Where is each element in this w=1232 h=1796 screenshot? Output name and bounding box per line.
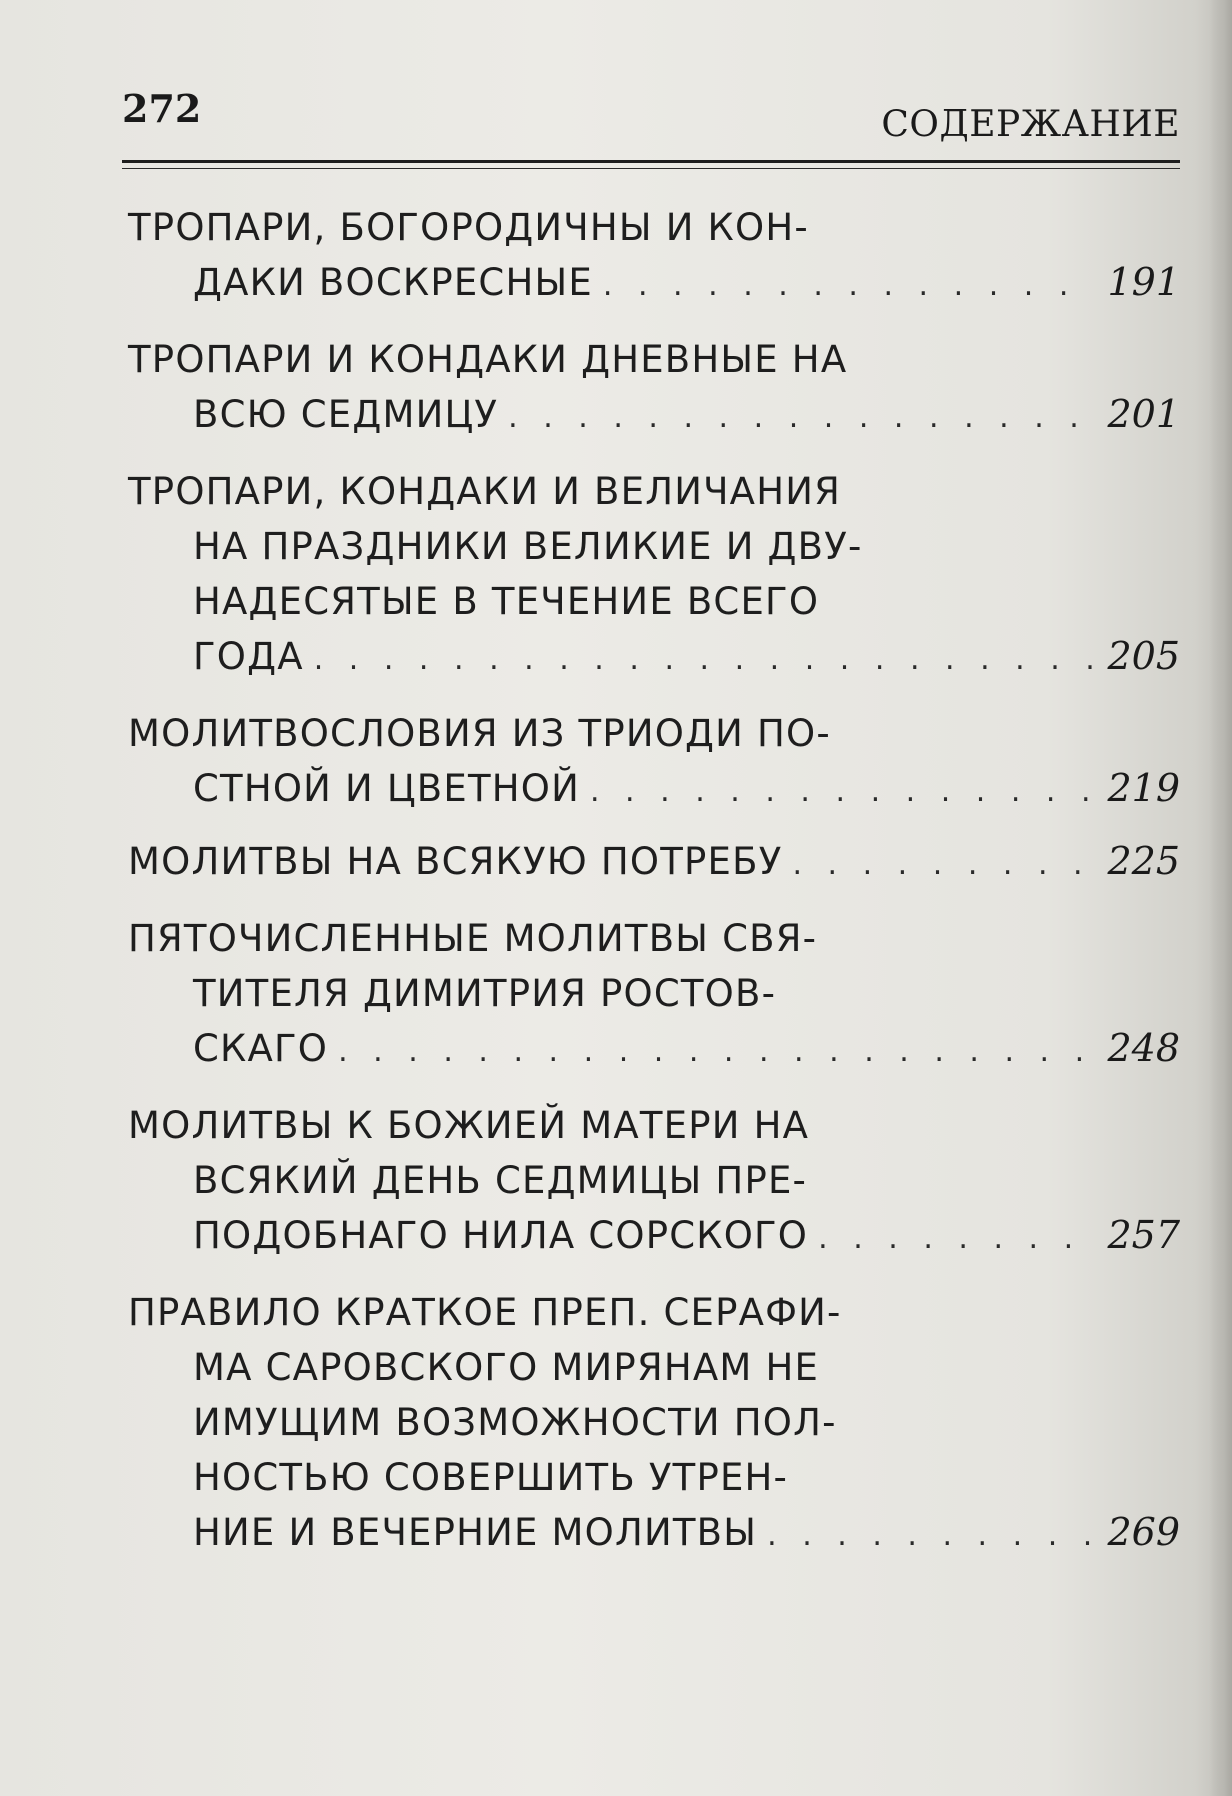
toc-page-number: 205 (1107, 634, 1180, 678)
toc-entry-line: МА САРОВСКОГО МИРЯНАМ НЕ (193, 1346, 820, 1389)
toc-entry-line: ГОДА (193, 635, 304, 678)
toc-entry-last-line (128, 761, 1180, 816)
toc-entry-line: ПОДОБНАГО НИЛА СОРСКОГО (193, 1214, 809, 1257)
toc-entry-line: ТРОПАРИ, БОГОРОДИЧНЫ И КОН- (128, 206, 809, 249)
toc-entry-line: НА ПРАЗДНИКИ ВЕЛИКИЕ И ДВУ- (193, 525, 863, 568)
toc-entry-line: ТИТЕЛЯ ДИМИТРИЯ РОСТОВ- (193, 972, 777, 1015)
toc-entry (128, 464, 1180, 684)
toc-page-number: 269 (1107, 1510, 1180, 1554)
page-number: 272 (122, 86, 202, 131)
dot-leader (508, 390, 1097, 445)
page-edge-shadow (1210, 0, 1232, 1796)
table-of-contents (128, 200, 1180, 1560)
toc-entry-last-line (128, 629, 1180, 684)
toc-page-number: 219 (1107, 766, 1180, 810)
toc-entry-line: МОЛИТВЫ НА ВСЯКУЮ ПОТРЕБУ (128, 840, 783, 883)
toc-entry (128, 911, 1180, 1076)
toc-entry-line: ДАКИ ВОСКРЕСНЫЕ (193, 261, 593, 304)
toc-entry-line: МОЛИТВЫ К БОЖИЕЙ МАТЕРИ НА (128, 1104, 810, 1147)
header-rule-thick (122, 160, 1180, 163)
toc-entry (128, 332, 1180, 442)
toc-entry-last-line (128, 255, 1180, 310)
toc-entry-line: НАДЕСЯТЫЕ В ТЕЧЕНИЕ ВСЕГО (193, 580, 820, 623)
toc-entry-line: МОЛИТВОСЛОВИЯ ИЗ ТРИОДИ ПО- (128, 712, 831, 755)
dot-leader (590, 764, 1097, 819)
dot-leader (818, 1211, 1097, 1266)
toc-entry-line: ПЯТОЧИСЛЕННЫЕ МОЛИТВЫ СВЯ- (128, 917, 818, 960)
toc-page-number: 257 (1107, 1213, 1180, 1257)
toc-page-number: 201 (1107, 392, 1180, 436)
page-header (122, 78, 1180, 158)
toc-entry (128, 1285, 1180, 1560)
toc-entry-line: НОСТЬЮ СОВЕРШИТЬ УТРЕН- (193, 1456, 789, 1499)
toc-entry-last-line (128, 387, 1180, 442)
toc-entry (128, 834, 1180, 889)
toc-entry (128, 200, 1180, 310)
toc-entry-last-line (128, 1505, 1180, 1560)
toc-entry-line: СТНОЙ И ЦВЕТНОЙ (193, 767, 580, 810)
toc-entry-line: ТРОПАРИ И КОНДАКИ ДНЕВНЫЕ НА (128, 338, 848, 381)
toc-entry-last-line (128, 1208, 1180, 1263)
running-head: СОДЕРЖАНИЕ (881, 104, 1180, 145)
dot-leader (792, 837, 1097, 892)
toc-page-number: 248 (1107, 1026, 1180, 1070)
toc-entry-last-line (128, 834, 1180, 889)
dot-leader (338, 1024, 1097, 1079)
toc-entry-last-line (128, 1021, 1180, 1076)
dot-leader (767, 1508, 1097, 1563)
toc-entry-line: ВСЯКИЙ ДЕНЬ СЕДМИЦЫ ПРЕ- (193, 1159, 808, 1202)
toc-entry (128, 1098, 1180, 1263)
dot-leader (314, 632, 1098, 687)
toc-entry-line: ИМУЩИМ ВОЗМОЖНОСТИ ПОЛ- (193, 1401, 837, 1444)
header-rule-thin (122, 168, 1180, 169)
toc-entry-line: ПРАВИЛО КРАТКОЕ ПРЕП. СЕРАФИ- (128, 1291, 842, 1334)
toc-entry-line: ВСЮ СЕДМИЦУ (193, 393, 499, 436)
dot-leader (603, 258, 1098, 313)
toc-page-number: 191 (1107, 260, 1180, 304)
toc-entry-line: НИЕ И ВЕЧЕРНИЕ МОЛИТВЫ (193, 1511, 758, 1554)
toc-entry (128, 706, 1180, 816)
toc-entry-line: ТРОПАРИ, КОНДАКИ И ВЕЛИЧАНИЯ (128, 470, 842, 513)
toc-entry-line: СКАГО (193, 1027, 329, 1070)
toc-page-number: 225 (1107, 839, 1180, 883)
